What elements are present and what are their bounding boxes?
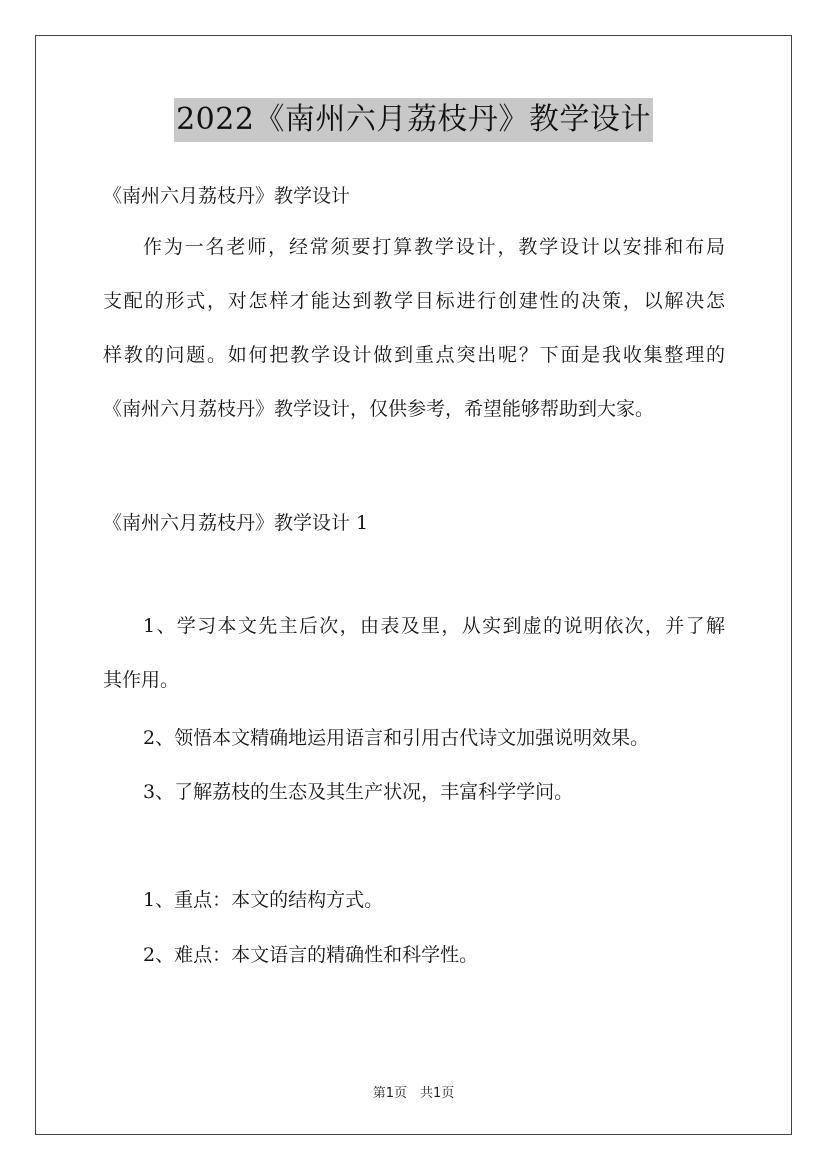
objective-1-line: 其作用。	[103, 669, 180, 691]
objective-1-line: 1、学习本文先主后次，由表及里，从实到虚的说明依次，并了解	[143, 615, 725, 637]
difficult-point: 2、难点：本文语言的精确性和科学性。	[143, 944, 479, 966]
intro-line: 作为一名老师，经常须要打算教学设计，教学设计以安排和布局	[143, 236, 725, 258]
page-footer: 第1页 共1页	[372, 1086, 455, 1101]
objective-3: 3、了解荔枝的生态及其生产状况，丰富科学学问。	[143, 781, 574, 803]
section-heading: 《南州六月荔枝丹》教学设计 1	[103, 512, 369, 534]
intro-paragraph	[103, 220, 725, 436]
document-subtitle: 《南州六月荔枝丹》教学设计	[103, 185, 351, 207]
key-point: 1、重点：本文的结构方式。	[143, 889, 384, 911]
intro-line: 支配的形式，对怎样才能达到教学目标进行创建性的决策，以解决怎	[103, 290, 725, 312]
objective-1-paragraph	[103, 599, 725, 707]
document-title: 2022《南州六月荔枝丹》教学设计	[174, 98, 653, 142]
intro-line: 《南州六月荔枝丹》教学设计，仅供参考，希望能够帮助到大家。	[103, 398, 655, 420]
intro-line: 样教的问题。如何把教学设计做到重点突出呢？下面是我收集整理的	[103, 344, 725, 366]
title-container	[0, 98, 827, 142]
objective-2: 2、领悟本文精确地运用语言和引用古代诗文加强说明效果。	[143, 727, 650, 749]
